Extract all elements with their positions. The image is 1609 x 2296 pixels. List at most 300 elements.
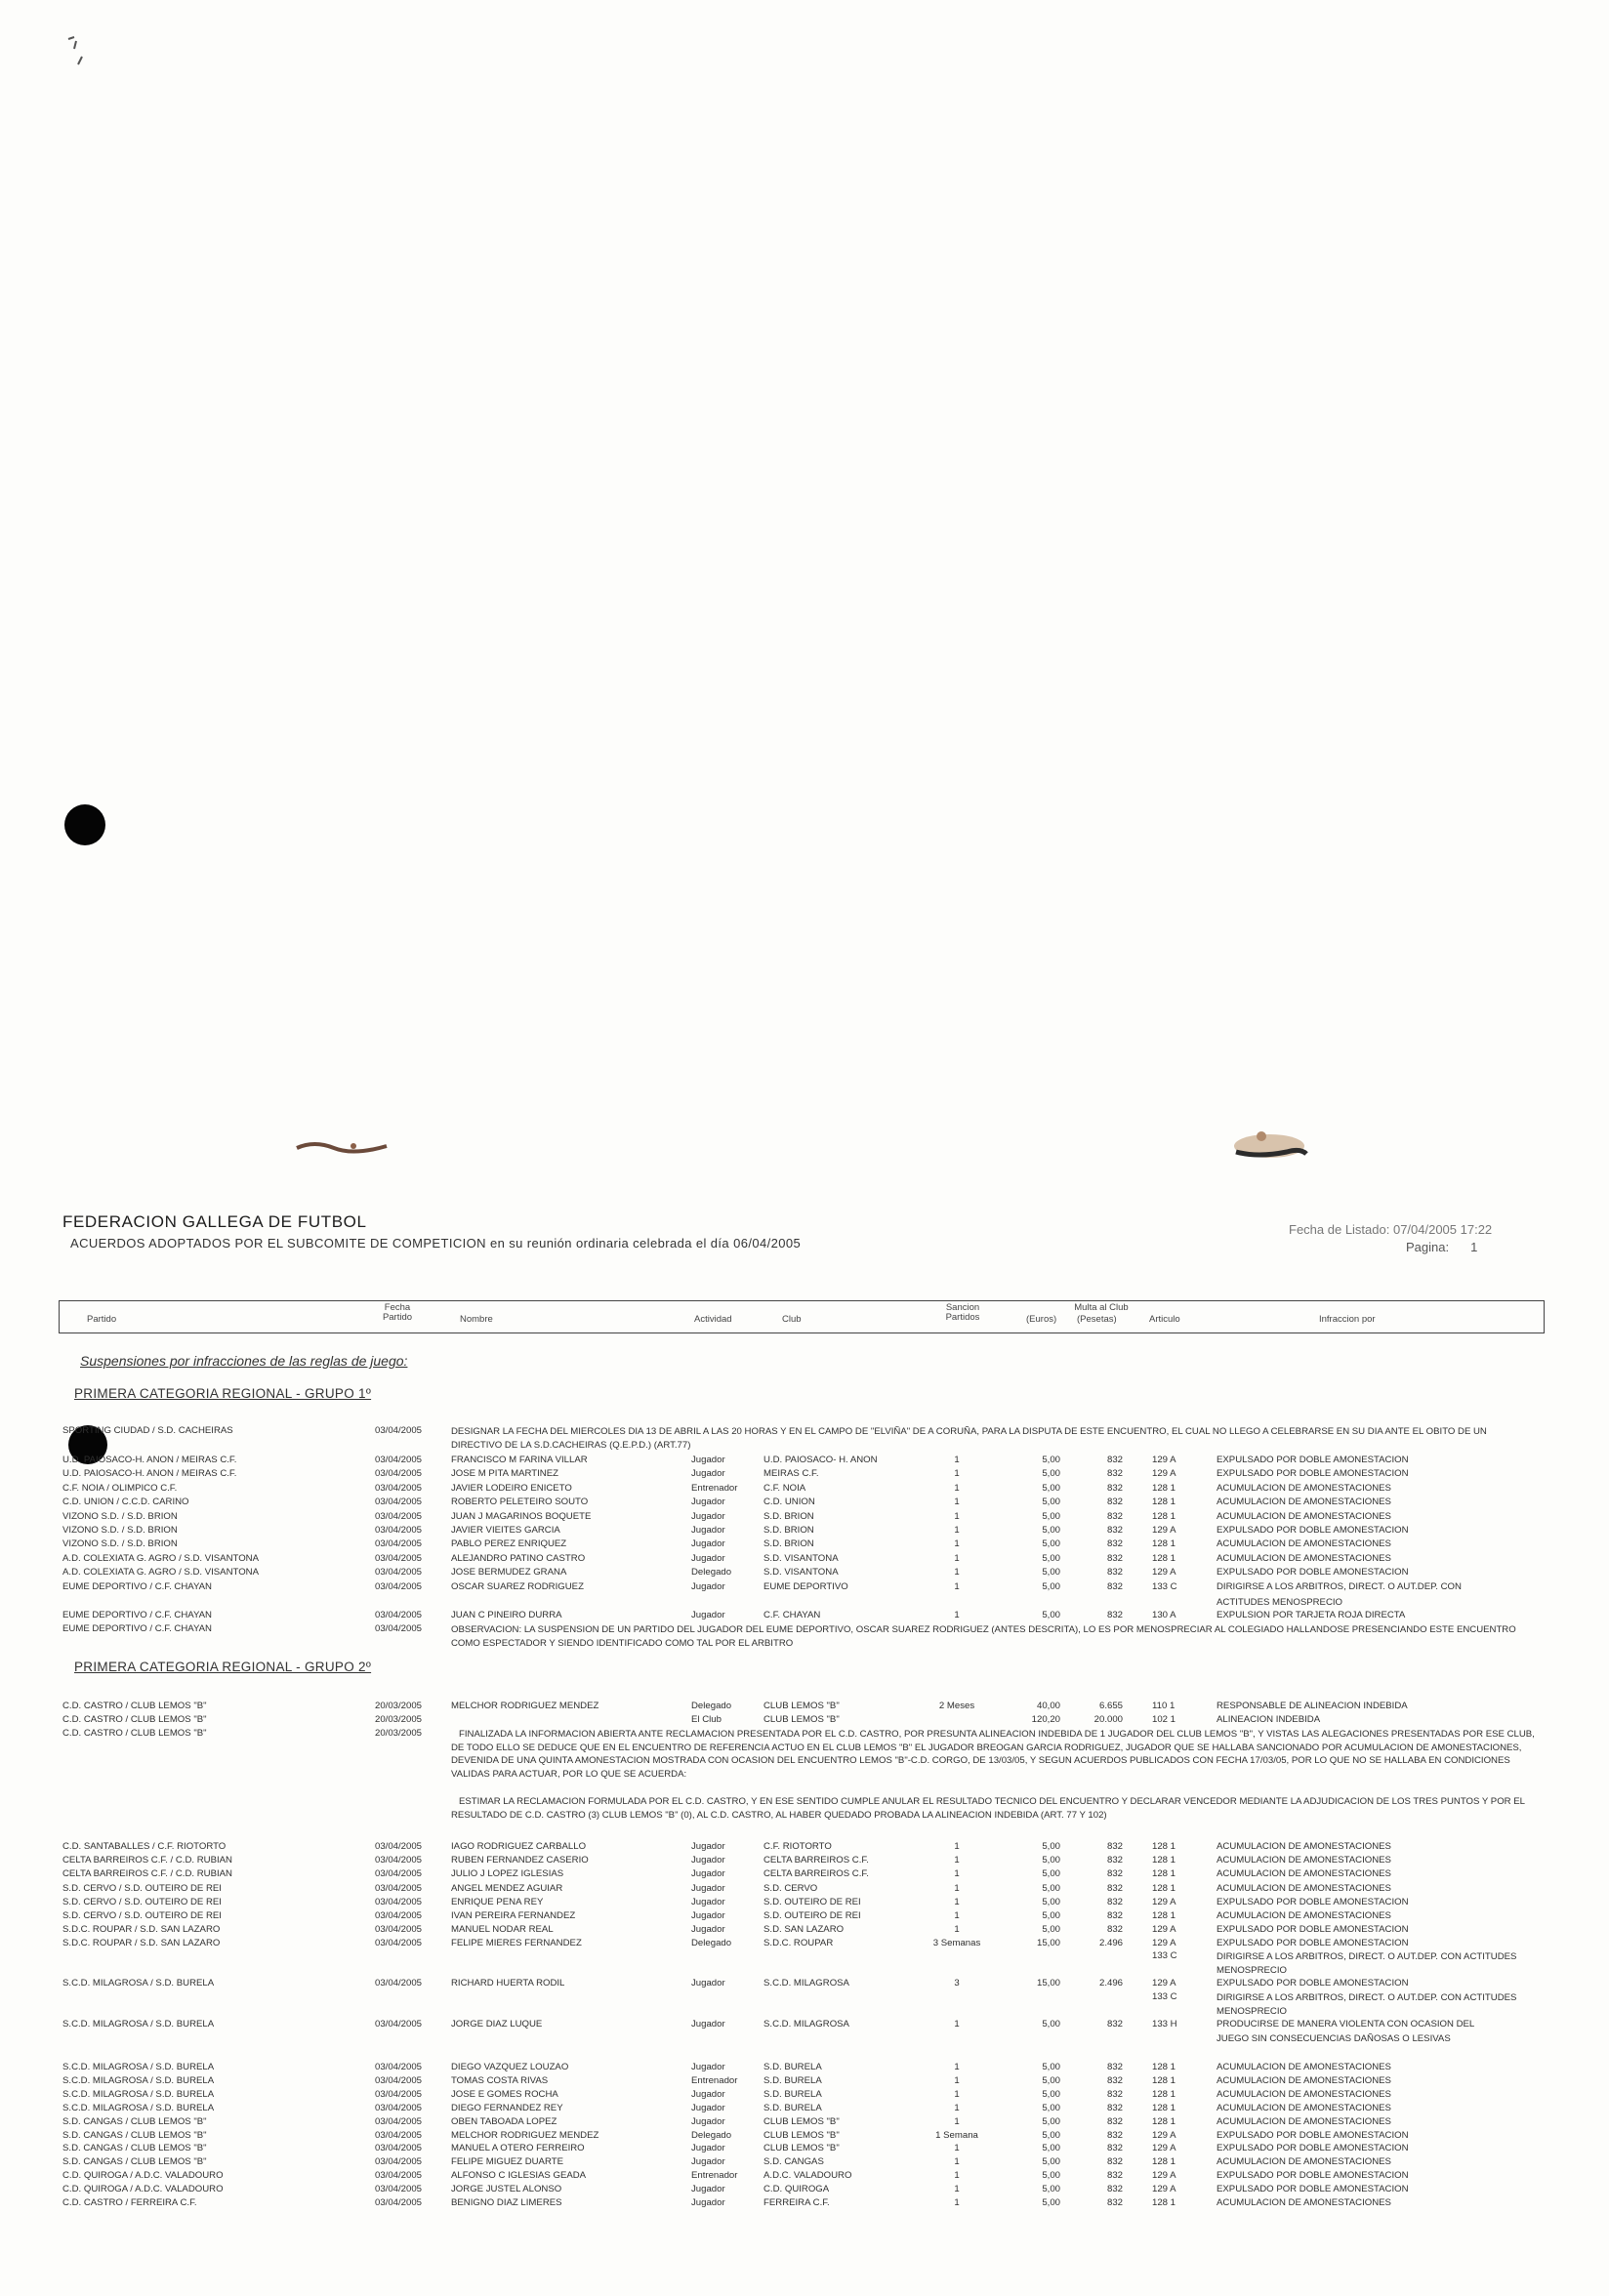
cell-club: C.F. RIOTORTO	[763, 1841, 832, 1852]
cell-pesetas: 832	[1106, 1510, 1123, 1522]
cell-pesetas: 832	[1106, 2143, 1123, 2154]
cell-nombre: ALFONSO C IGLESIAS GEADA	[451, 2170, 587, 2182]
cell-articulo: 130 A	[1152, 1610, 1176, 1620]
cell-sancion: 1	[954, 2019, 960, 2030]
cell-partido: S.C.D. MILAGROSA / S.D. BURELA	[62, 1978, 215, 1988]
cell-partido: VIZONO S.D. / S.D. BRION	[62, 1538, 178, 1550]
cell-partido: C.D. QUIROGA / A.D.C. VALADOURO	[62, 2184, 224, 2195]
cell-infraccion: EXPULSADO POR DOBLE AMONESTACION	[1217, 1938, 1409, 1949]
col-sancion: Sancion Partidos	[945, 1302, 980, 1323]
cell-euros: 5,00	[1042, 2143, 1060, 2154]
cell-actividad: Jugador	[691, 1610, 725, 1620]
cell-articulo: 128 1	[1152, 1552, 1176, 1564]
cell-actividad: Jugador	[691, 2184, 725, 2195]
cell-infraccion: EXPULSADO POR DOBLE AMONESTACION	[1217, 2184, 1409, 2195]
cell-articulo: 129 A	[1152, 1567, 1176, 1578]
cell-infraccion-cont: JUEGO SIN CONSECUENCIAS DAÑOSAS O LESIVAS	[1217, 2033, 1451, 2044]
table-row	[0, 2130, 1609, 2144]
cell-infraccion: EXPULSADO POR DOBLE AMONESTACION	[1217, 1525, 1409, 1536]
cell-nombre: JULIO J LOPEZ IGLESIAS	[451, 1868, 564, 1880]
cell-club: CLUB LEMOS "B"	[763, 1701, 840, 1711]
table-row	[0, 1701, 1609, 1714]
cell-fecha: 03/04/2005	[375, 1482, 423, 1494]
cell-sancion: 1	[954, 1610, 960, 1620]
cell-club: S.D. SAN LAZARO	[763, 1924, 845, 1936]
cell-sancion: 1	[954, 1910, 960, 1921]
cell-pesetas: 832	[1106, 1552, 1123, 1564]
cell-infraccion: ACUMULACION DE AMONESTACIONES	[1217, 1538, 1391, 1550]
cell-pesetas: 832	[1106, 2102, 1123, 2113]
cell-fecha: 03/04/2005	[375, 1841, 423, 1852]
cell-euros: 15,00	[1036, 1938, 1060, 1949]
cell-sancion: 1	[954, 1496, 960, 1508]
cell-sancion: 1	[954, 2074, 960, 2086]
cell-sancion: 1	[954, 1538, 960, 1550]
cell-sancion: 1	[954, 1552, 960, 1564]
cell-club: S.D. VISANTONA	[763, 1552, 839, 1564]
cell-pesetas: 832	[1106, 1567, 1123, 1578]
cell-infraccion: ACUMULACION DE AMONESTACIONES	[1217, 1855, 1391, 1866]
cell-euros: 5,00	[1042, 1552, 1060, 1564]
cell-fecha: 03/04/2005	[375, 2102, 423, 2113]
cell-actividad: Jugador	[691, 2088, 725, 2100]
cell-partido: S.C.D. MILAGROSA / S.D. BURELA	[62, 2074, 215, 2086]
cell-actividad: Jugador	[691, 1552, 725, 1564]
cell-articulo: 128 1	[1152, 1841, 1176, 1852]
cell-articulo: 129 A	[1152, 1455, 1176, 1465]
cell-articulo: 128 1	[1152, 1538, 1176, 1550]
cell-infraccion: ACUMULACION DE AMONESTACIONES	[1217, 2102, 1391, 2113]
cell-actividad: Delegado	[691, 1567, 732, 1578]
cell-nombre: ALEJANDRO PATINO CASTRO	[451, 1552, 586, 1564]
scan-mark	[62, 27, 92, 66]
table-row	[0, 2170, 1609, 2184]
cell-infraccion: EXPULSADO POR DOBLE AMONESTACION	[1217, 1896, 1409, 1907]
cell-actividad: Delegado	[691, 2129, 732, 2141]
cell-fecha: 03/04/2005	[375, 1552, 423, 1564]
cell-club: CLUB LEMOS "B"	[763, 2115, 840, 2127]
cell-actividad: Jugador	[691, 2115, 725, 2127]
cell-infraccion: ACUMULACION DE AMONESTACIONES	[1217, 1482, 1391, 1494]
cell-pesetas: 832	[1106, 1538, 1123, 1550]
cell-nombre: BENIGNO DIAZ LIMERES	[451, 2197, 562, 2208]
cell-nombre: FELIPE MIGUEZ DUARTE	[451, 2156, 563, 2168]
col-pesetas: (Pesetas)	[1077, 1314, 1117, 1325]
cell-fecha: 03/04/2005	[375, 1455, 423, 1465]
cell-euros: 5,00	[1042, 2074, 1060, 2086]
cell-infraccion: ACUMULACION DE AMONESTACIONES	[1217, 1910, 1391, 1921]
table-row	[0, 2143, 1609, 2156]
cell-fecha: 03/04/2005	[375, 1938, 423, 1949]
cell-club: C.D. UNION	[763, 1496, 815, 1508]
cell-partido: S.D.C. ROUPAR / S.D. SAN LAZARO	[62, 1924, 221, 1936]
cell-club: CELTA BARREIROS C.F.	[763, 1868, 869, 1880]
cell-actividad: Jugador	[691, 1855, 725, 1866]
cell-sancion: 1	[954, 2156, 960, 2168]
group-title: PRIMERA CATEGORIA REGIONAL - GRUPO 2º	[74, 1660, 372, 1674]
cell-euros: 5,00	[1042, 2019, 1060, 2030]
cell-actividad: Entrenador	[691, 2170, 738, 2182]
cell-pesetas: 832	[1106, 1924, 1123, 1936]
cell-nombre: TOMAS COSTA RIVAS	[451, 2074, 549, 2086]
cell-infraccion: EXPULSADO POR DOBLE AMONESTACION	[1217, 2129, 1409, 2141]
cell-euros: 5,00	[1042, 2115, 1060, 2127]
cell-club: S.D. BRION	[763, 1510, 814, 1522]
cell-nombre: OBEN TABOADA LOPEZ	[451, 2115, 557, 2127]
cell-partido: C.D. QUIROGA / A.D.C. VALADOURO	[62, 2170, 224, 2182]
cell-nombre: DIEGO VAZQUEZ LOUZAO	[451, 2062, 569, 2072]
cell-articulo: 129 A	[1152, 2143, 1176, 2154]
stain-mark-shape	[1228, 1123, 1310, 1164]
cell-infraccion: EXPULSADO POR DOBLE AMONESTACION	[1217, 2170, 1409, 2182]
cell-partido: S.C.D. MILAGROSA / S.D. BURELA	[62, 2062, 215, 2072]
cell-actividad: Jugador	[691, 1896, 725, 1907]
cell-nombre: RUBEN FERNANDEZ CASERIO	[451, 1855, 589, 1866]
cell-nombre: ANGEL MENDEZ AGUIAR	[451, 1882, 563, 1894]
cell-fecha: 20/03/2005	[375, 1714, 423, 1725]
cell-euros: 5,00	[1042, 1896, 1060, 1907]
cell-sancion: 3	[954, 1978, 960, 1988]
table-row	[0, 2089, 1609, 2103]
cell-partido: S.D. CERVO / S.D. OUTEIRO DE REI	[62, 1882, 222, 1894]
listing-date: Fecha de Listado: 07/04/2005 17:22	[1289, 1222, 1493, 1237]
cell-euros: 5,00	[1042, 1567, 1060, 1578]
cell-partido: SPORTING CIUDAD / S.D. CACHEIRAS	[62, 1425, 233, 1436]
cell-club: S.D. BURELA	[763, 2062, 822, 2072]
cell-partido: S.D. CANGAS / CLUB LEMOS "B"	[62, 2156, 207, 2168]
cell-pesetas: 832	[1106, 2074, 1123, 2086]
cell-pesetas: 832	[1106, 1455, 1123, 1465]
cell-articulo: 133 C	[1152, 1991, 1177, 2002]
cell-sancion: 1	[954, 2115, 960, 2127]
cell-infraccion: EXPULSADO POR DOBLE AMONESTACION	[1217, 1924, 1409, 1936]
cell-club: FERREIRA C.F.	[763, 2197, 830, 2208]
table-row	[0, 2103, 1609, 2116]
cell-pesetas: 2.496	[1098, 1978, 1123, 1988]
cell-articulo: 129 A	[1152, 1468, 1176, 1480]
cell-fecha: 20/03/2005	[375, 1701, 423, 1711]
cell-partido: S.C.D. MILAGROSA / S.D. BURELA	[62, 2019, 215, 2030]
cell-infraccion: RESPONSABLE DE ALINEACION INDEBIDA	[1217, 1701, 1408, 1711]
table-row	[0, 1496, 1609, 1510]
cell-nombre: IAGO RODRIGUEZ CARBALLO	[451, 1841, 587, 1852]
cell-fecha: 03/04/2005	[375, 1580, 423, 1592]
cell-partido: S.D. CERVO / S.D. OUTEIRO DE REI	[62, 1910, 222, 1921]
observation-note: FINALIZADA LA INFORMACION ABIERTA ANTE RECLAMACION PRESENTADA POR EL C.D. CASTRO, POR PRESUNTA ALINEACION INDEBIDA DE 1 JUGADOR DEL CLUB LEMOS "B", Y VISTAS LAS ALEGACIONES PRESENTADAS POR ESE CLUB, DE TODO ELLO SE DEDUCE QUE EN EL ENCUENTRO DE REFERENCIA ACTUO EN EL CLUB LEMOS "B" EL JUGADOR BREOGAN GARCIA RODRIGUEZ, JUGADOR QUE SE HALLABA SANCIONADO POR ACUMULACION DE AMONESTACIONES, DEVENIDA DE UNA QUINTA AMONESTACION MOSTRADA CON OCASION DEL ENCUENTRO LEMOS "B"-C.D. CORGO, DE 13/03/05, Y SEGUN ACUERDOS PUBLICADOS CON FECHA 17/03/05, POR LO QUE NO SE HALLABA EN CONDICIONES VALIDAS PARA ACTUAR, POR LO QUE SE ACUERDA:	[451, 1729, 1535, 1780]
cell-euros: 5,00	[1042, 1924, 1060, 1936]
cell-infraccion: ACUMULACION DE AMONESTACIONES	[1217, 1882, 1391, 1894]
cell-partido: VIZONO S.D. / S.D. BRION	[62, 1510, 178, 1522]
cell-partido: C.D. UNION / C.C.D. CARINO	[62, 1496, 189, 1508]
cell-club: S.D. BRION	[763, 1538, 814, 1550]
cell-actividad: Jugador	[691, 1580, 725, 1592]
cell-actividad: Jugador	[691, 1510, 725, 1522]
cell-actividad: Jugador	[691, 1496, 725, 1508]
cell-partido: U.D. PAIOSACO-H. ANON / MEIRAS C.F.	[62, 1468, 237, 1480]
cell-club: S.D. OUTEIRO DE REI	[763, 1910, 861, 1921]
cell-sancion: 1	[954, 1510, 960, 1522]
cell-pesetas: 6.655	[1098, 1701, 1123, 1711]
cell-club: S.D. OUTEIRO DE REI	[763, 1896, 861, 1907]
cell-nombre: IVAN PEREIRA FERNANDEZ	[451, 1910, 576, 1921]
cell-sancion: 1	[954, 1482, 960, 1494]
table-row	[0, 1468, 1609, 1482]
cell-nombre: MANUEL A OTERO FERREIRO	[451, 2143, 585, 2154]
cell-pesetas: 20.000	[1093, 1714, 1123, 1725]
cell-partido: S.D. CANGAS / CLUB LEMOS "B"	[62, 2129, 207, 2141]
col-fecha-partido: Fecha Partido	[382, 1302, 413, 1323]
cell-club: S.D. VISANTONA	[763, 1567, 839, 1578]
cell-euros: 5,00	[1042, 2088, 1060, 2100]
cell-pesetas: 832	[1106, 1882, 1123, 1894]
cell-club: CLUB LEMOS "B"	[763, 2143, 840, 2154]
cell-actividad: Jugador	[691, 1910, 725, 1921]
cell-articulo: 133 H	[1152, 2019, 1177, 2030]
table-row	[0, 2156, 1609, 2170]
cell-infraccion: ACUMULACION DE AMONESTACIONES	[1217, 2088, 1391, 2100]
cell-actividad: Delegado	[691, 1701, 732, 1711]
cell-actividad: El Club	[691, 1714, 722, 1725]
cell-partido: CELTA BARREIROS C.F. / C.D. RUBIAN	[62, 1868, 232, 1880]
column-header-box	[59, 1300, 1545, 1333]
cell-euros: 5,00	[1042, 1455, 1060, 1465]
cell-partido: EUME DEPORTIVO / C.F. CHAYAN	[62, 1580, 212, 1592]
cell-fecha: 03/04/2005	[375, 1496, 423, 1508]
col-articulo: Articulo	[1149, 1314, 1180, 1325]
cell-fecha: 03/04/2005	[375, 1623, 423, 1634]
cell-articulo: 128 1	[1152, 2102, 1176, 2113]
cell-club: MEIRAS C.F.	[763, 1468, 819, 1480]
cell-nombre: FELIPE MIERES FERNANDEZ	[451, 1938, 582, 1949]
cell-sancion: 2 Meses	[938, 1701, 975, 1711]
cell-pesetas: 832	[1106, 1896, 1123, 1907]
cell-infraccion: PRODUCIRSE DE MANERA VIOLENTA CON OCASION DEL	[1217, 2019, 1475, 2030]
cell-pesetas: 832	[1106, 1610, 1123, 1620]
cell-fecha: 03/04/2005	[375, 2062, 423, 2072]
stain-mark-shape	[295, 1136, 389, 1156]
cell-euros: 5,00	[1042, 2102, 1060, 2113]
cell-actividad: Jugador	[691, 1455, 725, 1465]
cell-club: S.D. BURELA	[763, 2074, 822, 2086]
cell-euros: 5,00	[1042, 1910, 1060, 1921]
cell-partido: S.C.D. MILAGROSA / S.D. BURELA	[62, 2102, 215, 2113]
cell-euros: 5,00	[1042, 1610, 1060, 1620]
cell-pesetas: 832	[1106, 1496, 1123, 1508]
cell-fecha: 03/04/2005	[375, 2184, 423, 2195]
cell-fecha: 03/04/2005	[375, 1425, 423, 1436]
cell-pesetas: 832	[1106, 1910, 1123, 1921]
cell-club: S.C.D. MILAGROSA	[763, 2019, 849, 2030]
cell-actividad: Entrenador	[691, 2074, 738, 2086]
page-indicator	[1406, 1240, 1477, 1254]
cell-pesetas: 832	[1106, 2115, 1123, 2127]
cell-euros: 5,00	[1042, 1855, 1060, 1866]
cell-nombre: JAVIER VIEITES GARCIA	[451, 1525, 560, 1536]
stain-mark	[1228, 1123, 1310, 1164]
cell-infraccion: DIRIGIRSE A LOS ARBITROS, DIRECT. O AUT.DEP. CON ACTITUDES MENOSPRECIO	[1217, 1951, 1517, 1976]
table-row	[0, 1581, 1609, 1595]
cell-euros: 5,00	[1042, 2062, 1060, 2072]
cell-pesetas: 832	[1106, 1868, 1123, 1880]
cell-articulo: 129 A	[1152, 1938, 1176, 1949]
cell-actividad: Entrenador	[691, 1482, 738, 1494]
cell-euros: 5,00	[1042, 2170, 1060, 2182]
cell-infraccion: ACUMULACION DE AMONESTACIONES	[1217, 1552, 1391, 1564]
cell-articulo: 128 1	[1152, 2115, 1176, 2127]
cell-articulo: 102 1	[1152, 1714, 1176, 1725]
cell-euros: 15,00	[1036, 1978, 1060, 1988]
cell-euros: 5,00	[1042, 2156, 1060, 2168]
cell-fecha: 03/04/2005	[375, 2019, 423, 2030]
table-row	[0, 1610, 1609, 1623]
cell-nombre: MANUEL NODAR REAL	[451, 1924, 554, 1936]
cell-actividad: Jugador	[691, 1978, 725, 1988]
cell-pesetas: 832	[1106, 2129, 1123, 2141]
cell-actividad: Jugador	[691, 2102, 725, 2113]
cell-infraccion: EXPULSADO POR DOBLE AMONESTACION	[1217, 1567, 1409, 1578]
table-row	[0, 1538, 1609, 1552]
cell-fecha: 03/04/2005	[375, 2129, 423, 2141]
cell-nombre: DIEGO FERNANDEZ REY	[451, 2102, 563, 2113]
cell-partido: VIZONO S.D. / S.D. BRION	[62, 1525, 178, 1536]
cell-sancion: 1	[954, 1868, 960, 1880]
cell-fecha: 03/04/2005	[375, 1468, 423, 1480]
cell-partido: C.D. SANTABALLES / C.F. RIOTORTO	[62, 1841, 227, 1852]
group-title: PRIMERA CATEGORIA REGIONAL - GRUPO 1º	[74, 1386, 372, 1401]
cell-actividad: Jugador	[691, 2062, 725, 2072]
table-row	[0, 1483, 1609, 1496]
cell-infraccion: ACUMULACION DE AMONESTACIONES	[1217, 2062, 1391, 2072]
cell-fecha: 03/04/2005	[375, 2115, 423, 2127]
cell-club: CLUB LEMOS "B"	[763, 1714, 840, 1725]
cell-sancion: 1	[954, 1841, 960, 1852]
table-row	[0, 1855, 1609, 1868]
cell-pesetas: 832	[1106, 2062, 1123, 2072]
cell-partido: CELTA BARREIROS C.F. / C.D. RUBIAN	[62, 1855, 232, 1866]
cell-infraccion: EXPULSADO POR DOBLE AMONESTACION	[1217, 1455, 1409, 1465]
cell-fecha: 03/04/2005	[375, 1896, 423, 1907]
cell-sancion: 1	[954, 1525, 960, 1536]
cell-articulo: 128 1	[1152, 1855, 1176, 1866]
cell-articulo: 133 C	[1152, 1950, 1177, 1961]
cell-infraccion-cont: ACTITUDES MENOSPRECIO	[1217, 1597, 1342, 1608]
cell-fecha: 03/04/2005	[375, 1910, 423, 1921]
cell-sancion: 3 Semanas	[932, 1938, 981, 1949]
cell-infraccion: ACUMULACION DE AMONESTACIONES	[1217, 1868, 1391, 1880]
cell-articulo: 128 1	[1152, 2062, 1176, 2072]
cell-club: S.D. BURELA	[763, 2088, 822, 2100]
cell-pesetas: 832	[1106, 1580, 1123, 1592]
cell-partido: EUME DEPORTIVO / C.F. CHAYAN	[62, 1610, 212, 1620]
table-row	[0, 2116, 1609, 2130]
document-subtitle: ACUERDOS ADOPTADOS POR EL SUBCOMITE DE COMPETICION en su reunión ordinaria celebrada el día 06/04/2005	[70, 1236, 802, 1250]
table-row	[0, 1910, 1609, 1924]
cell-actividad: Jugador	[691, 1868, 725, 1880]
cell-fecha: 03/04/2005	[375, 1855, 423, 1866]
cell-actividad: Jugador	[691, 2156, 725, 2168]
cell-infraccion: ACUMULACION DE AMONESTACIONES	[1217, 2115, 1391, 2127]
cell-nombre: JORGE DIAZ LUQUE	[451, 2019, 543, 2030]
cell-fecha: 03/04/2005	[375, 1882, 423, 1894]
cell-articulo: 128 1	[1152, 1882, 1176, 1894]
cell-pesetas: 832	[1106, 1482, 1123, 1494]
cell-infraccion: ACUMULACION DE AMONESTACIONES	[1217, 1510, 1391, 1522]
table-row	[0, 1868, 1609, 1882]
cell-euros: 5,00	[1042, 1482, 1060, 1494]
cell-fecha: 20/03/2005	[375, 1728, 423, 1739]
cell-fecha: 03/04/2005	[375, 1868, 423, 1880]
cell-sancion: 1	[954, 2062, 960, 2072]
table-row	[0, 1455, 1609, 1468]
table-row	[0, 1978, 1609, 1991]
observation-note: DESIGNAR LA FECHA DEL MIERCOLES DIA 13 DE ABRIL A LAS 20 HORAS Y EN EL CAMPO DE "ELVIÑA" DE A CORUÑA, PARA LA DISPUTA DE ESTE ENCUENTRO, EL CUAL NO LLEGO A CELEBRARSE EN SU DIA ANTE EL OBITO DE UN DIRECTIVO DE LA S.D.CACHEIRAS (Q.E.P.D.) (ART.77)	[451, 1426, 1487, 1451]
cell-sancion: 1	[954, 2170, 960, 2182]
cell-partido: A.D. COLEXIATA G. AGRO / S.D. VISANTONA	[62, 1567, 259, 1578]
table-row	[0, 1525, 1609, 1538]
cell-pesetas: 832	[1106, 2156, 1123, 2168]
cell-sancion: 1	[954, 1567, 960, 1578]
col-multa: Multa al Club	[1074, 1302, 1129, 1313]
col-nombre: Nombre	[460, 1314, 493, 1325]
cell-partido: C.F. NOIA / OLIMPICO C.F.	[62, 1482, 178, 1494]
cell-nombre: FRANCISCO M FARINA VILLAR	[451, 1455, 588, 1465]
cell-fecha: 03/04/2005	[375, 1538, 423, 1550]
cell-nombre: JUAN C PINEIRO DURRA	[451, 1610, 562, 1620]
cell-euros: 5,00	[1042, 1580, 1060, 1592]
section-title: Suspensiones por infracciones de las reglas de juego:	[80, 1353, 408, 1369]
observation-note: OBSERVACION: LA SUSPENSION DE UN PARTIDO DEL JUGADOR DEL EUME DEPORTIVO, OSCAR SUAREZ RODRIGUEZ (ANTES DESCRITA), LO ES POR MENOSPRECIAR AL COLEGIADO HALLANDOSE PRESENCIANDO ESTE ENCUENTRO COMO ESPECTADOR Y SIENDO IDENTIFICADO COMO TAL POR EL ARBITRO	[451, 1624, 1516, 1649]
cell-sancion: 1 Semana	[935, 2129, 978, 2141]
cell-articulo: 133 C	[1152, 1580, 1177, 1592]
cell-articulo: 128 1	[1152, 1868, 1176, 1880]
punch-hole	[64, 804, 105, 845]
table-row	[0, 1567, 1609, 1580]
cell-fecha: 03/04/2005	[375, 1610, 423, 1620]
cell-club: C.D. QUIROGA	[763, 2184, 830, 2195]
cell-club: S.C.D. MILAGROSA	[763, 1978, 849, 1988]
cell-articulo: 129 A	[1152, 2129, 1176, 2141]
cell-infraccion: ACUMULACION DE AMONESTACIONES	[1217, 1496, 1391, 1508]
page-label: Pagina:	[1406, 1240, 1450, 1254]
observation-note: ESTIMAR LA RECLAMACION FORMULADA POR EL C.D. CASTRO, Y EN ESE SENTIDO CUMPLE ANULAR EL RESULTADO TECNICO DEL ENCUENTRO Y DECLARAR VENCEDOR MEDIANTE LA ADJUDICACION DE LOS TRES PUNTOS Y POR EL RESULTADO DE C.D. CASTRO (3) CLUB LEMOS "B" (0), AL C.D. CASTRO, AL HABER QUEDADO PROBADA LA ALINEACION INDEBIDA (ART. 77 Y 102)	[451, 1796, 1525, 1821]
cell-pesetas: 832	[1106, 2184, 1123, 2195]
stain-mark	[295, 1136, 389, 1156]
cell-articulo: 128 1	[1152, 2156, 1176, 2168]
cell-euros: 40,00	[1036, 1701, 1060, 1711]
cell-infraccion: DIRIGIRSE A LOS ARBITROS, DIRECT. O AUT.DEP. CON ACTITUDES MENOSPRECIO	[1217, 1992, 1517, 2017]
cell-club: CELTA BARREIROS C.F.	[763, 1855, 869, 1866]
cell-articulo: 128 1	[1152, 1496, 1176, 1508]
cell-actividad: Jugador	[691, 2143, 725, 2154]
federation-name: FEDERACION GALLEGA DE FUTBOL	[62, 1212, 367, 1231]
cell-nombre: MELCHOR RODRIGUEZ MENDEZ	[451, 1701, 599, 1711]
cell-articulo: 129 A	[1152, 2184, 1176, 2195]
cell-articulo: 129 A	[1152, 2170, 1176, 2182]
cell-partido: S.D. CANGAS / CLUB LEMOS "B"	[62, 2143, 207, 2154]
cell-club: CLUB LEMOS "B"	[763, 2129, 840, 2141]
cell-partido: S.D.C. ROUPAR / S.D. SAN LAZARO	[62, 1938, 221, 1949]
cell-sancion: 1	[954, 1924, 960, 1936]
cell-nombre: JAVIER LODEIRO ENICETO	[451, 1482, 572, 1494]
cell-infraccion: DIRIGIRSE A LOS ARBITROS, DIRECT. O AUT.DEP. CON	[1217, 1580, 1462, 1592]
cell-euros: 5,00	[1042, 2129, 1060, 2141]
cell-actividad: Jugador	[691, 1882, 725, 1894]
table-row	[0, 1924, 1609, 1938]
page-number: 1	[1470, 1240, 1478, 1254]
cell-nombre: ROBERTO PELETEIRO SOUTO	[451, 1496, 589, 1508]
cell-euros: 120,20	[1031, 1714, 1060, 1725]
cell-partido: S.C.D. MILAGROSA / S.D. BURELA	[62, 2088, 215, 2100]
